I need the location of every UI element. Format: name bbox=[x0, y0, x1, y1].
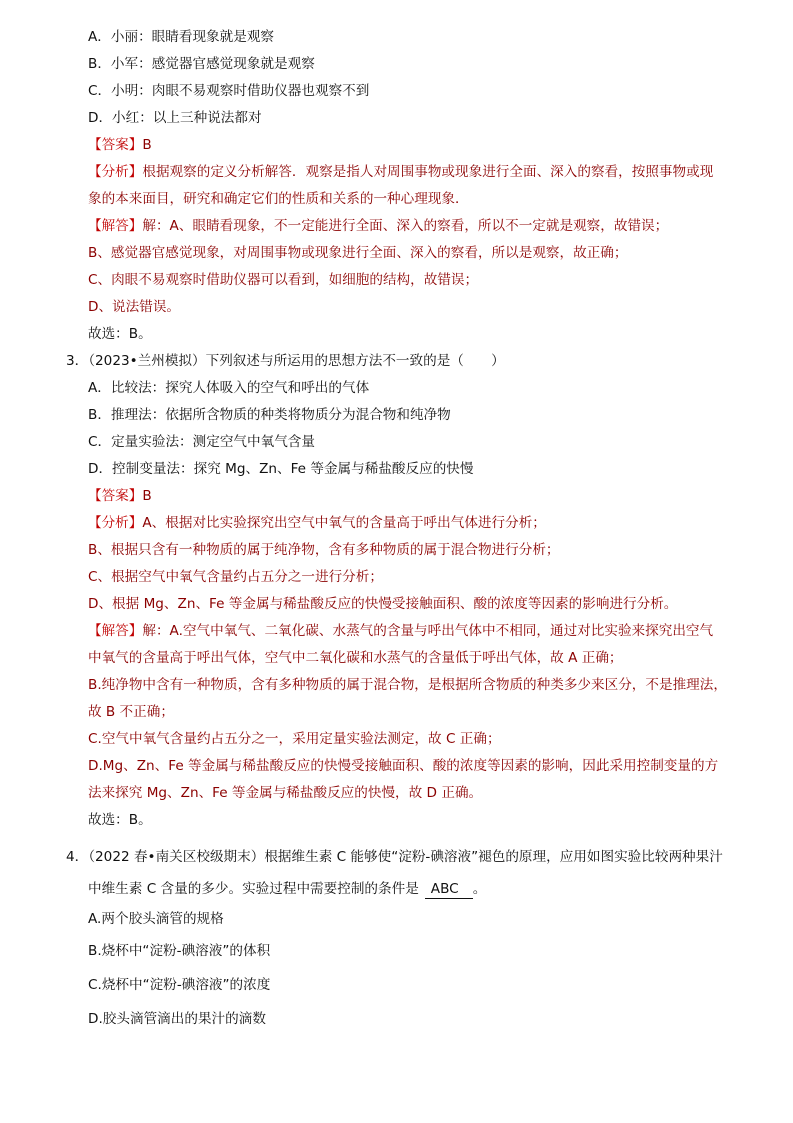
analysis-tag: 【分析】 bbox=[88, 515, 143, 531]
solution-text: 解：A、眼睛看现象，不一定能进行全面、深入的察看，所以不一定就是观察，故错误； bbox=[142, 218, 669, 234]
q2-solution-line-1 bbox=[88, 217, 668, 235]
solution-text: 解：A.空气中氧气、二氧化碳、水蒸气的含量与呼出气体中不相同，通过对比实验来探究出空气 bbox=[142, 623, 714, 639]
q4-question-line-2 bbox=[88, 880, 486, 899]
answer-value: B bbox=[142, 137, 152, 153]
q2-conclusion: 故选：B。 bbox=[88, 326, 152, 342]
analysis-text: A、根据对比实验探究出空气中氧气的含量高于呼出气体进行分析； bbox=[142, 515, 546, 531]
q2-solution-line-3: C、肉眼不易观察时借助仪器可以看到，如细胞的结构，故错误； bbox=[88, 272, 479, 288]
q3-analysis-line-1 bbox=[88, 514, 546, 532]
q4-question-text: 中维生素 C 含量的多少。实验过程中需要控制的条件是 bbox=[88, 881, 419, 897]
q2-solution-line-4: D、说法错误。 bbox=[88, 299, 181, 315]
q2-option-d: D．小红：以上三种说法都对 bbox=[88, 110, 262, 126]
q3-option-d: D．控制变量法：探究 Mg、Zn、Fe 等金属与稀盐酸反应的快慢 bbox=[88, 461, 474, 477]
q3-solution-line-3: B.纯净物中含有一种物质，含有多种物质的属于混合物，是根据所含物质的种类多少来区分，不是推理法， bbox=[88, 677, 727, 693]
q3-solution-line-6: D.Mg、Zn、Fe 等金属与稀盐酸反应的快慢受接触面积、酸的浓度等因素的影响，因此采用控制变量的方 bbox=[88, 758, 719, 774]
q2-analysis-line-1 bbox=[88, 163, 713, 181]
q3-analysis-line-2: B、根据只含有一种物质的属于纯净物，含有多种物质的属于混合物进行分析； bbox=[88, 542, 560, 558]
q3-conclusion: 故选：B。 bbox=[88, 812, 152, 828]
q3-solution-line-2: 中氧气的含量高于呼出气体，空气中二氧化碳和水蒸气的含量低于呼出气体，故 A 正确； bbox=[88, 650, 623, 666]
solution-tag: 【解答】 bbox=[88, 218, 143, 234]
q2-option-c: C．小明：肉眼不易观察时借助仪器也观察不到 bbox=[88, 83, 370, 99]
q3-solution-line-1 bbox=[88, 622, 713, 640]
q2-analysis-line-2: 象的本来面目，研究和确定它们的性质和关系的一种心理现象． bbox=[88, 191, 469, 207]
q3-question: 3．（2023•兰州模拟）下列叙述与所运用的思想方法不一致的是（ ） bbox=[66, 353, 505, 369]
q2-option-a: A．小丽：眼睛看现象就是观察 bbox=[88, 29, 275, 45]
q2-answer bbox=[88, 136, 152, 154]
q4-option-a: A.两个胶头滴管的规格 bbox=[88, 911, 224, 927]
q3-analysis-line-4: D、根据 Mg、Zn、Fe 等金属与稀盐酸反应的快慢受接触面积、酸的浓度等因素的影响进行分析。 bbox=[88, 596, 678, 612]
answer-blank: ABC bbox=[425, 880, 473, 899]
q2-solution-line-2: B、感觉器官感觉现象，对周围事物或现象进行全面、深入的察看，所以是观察，故正确； bbox=[88, 245, 628, 261]
q3-solution-line-4: 故 B 不正确； bbox=[88, 704, 174, 720]
q3-option-b: B．推理法：依据所含物质的种类将物质分为混合物和纯净物 bbox=[88, 407, 451, 423]
q4-question-end: 。 bbox=[472, 881, 487, 897]
answer-tag: 【答案】 bbox=[88, 488, 143, 504]
q3-option-a: A．比较法：探究人体吸入的空气和呼出的气体 bbox=[88, 380, 370, 396]
q4-option-b: B.烧杯中“淀粉-碘溶液”的体积 bbox=[88, 943, 271, 959]
analysis-tag: 【分析】 bbox=[88, 164, 143, 180]
q4-question-line-1: 4．（2022 春•南关区校级期末）根据维生素 C 能够使“淀粉-碘溶液”褪色的原理，应用如图实验比较两种果汁 bbox=[66, 849, 723, 865]
q2-option-b: B．小军：感觉器官感觉现象就是观察 bbox=[88, 56, 315, 72]
answer-value: B bbox=[142, 488, 152, 504]
q3-solution-line-5: C.空气中氧气含量约占五分之一，采用定量实验法测定，故 C 正确； bbox=[88, 731, 501, 747]
q3-answer bbox=[88, 487, 152, 505]
q4-option-d: D.胶头滴管滴出的果汁的滴数 bbox=[88, 1011, 266, 1027]
answer-tag: 【答案】 bbox=[88, 137, 143, 153]
analysis-text: 根据观察的定义分析解答．观察是指人对周围事物或现象进行全面、深入的察看，按照事物或现 bbox=[142, 164, 714, 180]
q3-option-c: C．定量实验法：测定空气中氧气含量 bbox=[88, 434, 315, 450]
q3-analysis-line-3: C、根据空气中氧气含量约占五分之一进行分析； bbox=[88, 569, 383, 585]
solution-tag: 【解答】 bbox=[88, 623, 143, 639]
q4-option-c: C.烧杯中“淀粉-碘溶液”的浓度 bbox=[88, 977, 271, 993]
q3-solution-line-7: 法来探究 Mg、Zn、Fe 等金属与稀盐酸反应的快慢，故 D 正确。 bbox=[88, 785, 483, 801]
